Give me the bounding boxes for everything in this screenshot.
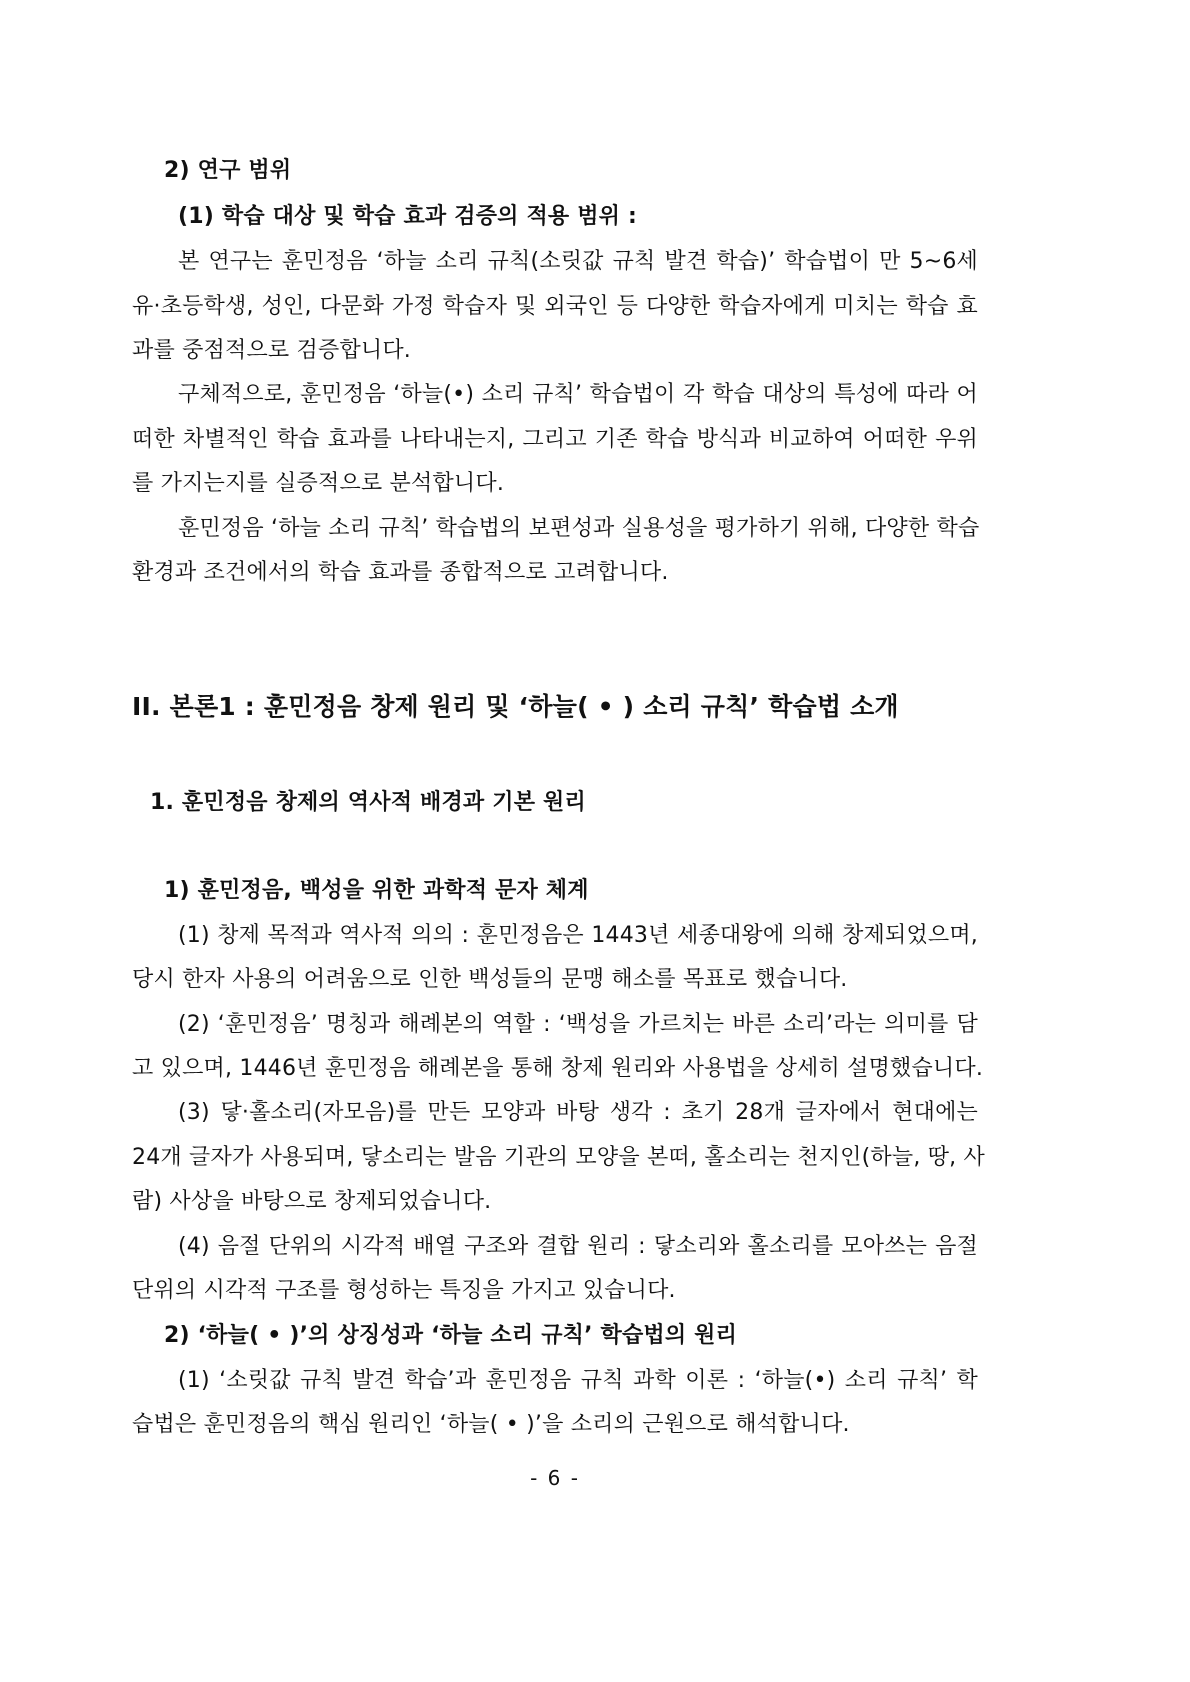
paragraph-line: 본 연구는 훈민정음 ‘하늘 소리 규칙(소릿값 규칙 발견 학습)’ 학습법이 만 5~6세 <box>178 249 978 274</box>
list-item-line: 24개 글자가 사용되며, 닿소리는 발음 기관의 모양을 본떠, 홀소리는 천지인(하늘, 땅, 사 <box>132 1145 985 1170</box>
paragraph-line: 구체적으로, 훈민정음 ‘하늘(•) 소리 규칙’ 학습법이 각 학습 대상의 특성에 따라 어 <box>178 382 978 407</box>
list-item-line: (3) 닿·홀소리(자모음)를 만든 모양과 바탕 생각 : 초기 28개 글자에서 현대에는 <box>178 1100 978 1125</box>
list-item-line: (2) ‘훈민정음’ 명칭과 해례본의 역할 : ‘백성을 가르치는 바른 소리’라는 의미를 담 <box>178 1012 978 1037</box>
list-item-line: 고 있으며, 1446년 훈민정음 해례본을 통해 창제 원리와 사용법을 상세히 설명했습니다. <box>132 1056 984 1081</box>
paragraph-line: 떠한 차별적인 학습 효과를 나타내는지, 그리고 기존 학습 방식과 비교하여 어떠한 우위 <box>132 427 978 452</box>
list-item-line: 람) 사상을 바탕으로 창제되었습니다. <box>132 1189 492 1214</box>
list-item-line: (4) 음절 단위의 시각적 배열 구조와 결합 원리 : 닿소리와 홀소리를 모아쓰는 음절 <box>178 1234 978 1259</box>
list-item-line: (1) ‘소릿값 규칙 발견 학습’과 훈민정음 규칙 과학 이론 : ‘하늘(•) 소리 규칙’ 학 <box>178 1368 978 1393</box>
paragraph-line: 환경과 조건에서의 학습 효과를 종합적으로 고려합니다. <box>132 560 669 585</box>
subsection-heading: 2) ‘하늘( • )’의 상징성과 ‘하늘 소리 규칙’ 학습법의 원리 <box>164 1323 738 1348</box>
list-item-line: 당시 한자 사용의 어려움으로 인한 백성들의 문맹 해소를 목표로 했습니다. <box>132 967 848 992</box>
section-heading: 1. 훈민정음 창제의 역사적 배경과 기본 원리 <box>150 790 586 815</box>
list-item-line: (1) 창제 목적과 역사적 의의 : 훈민정음은 1443년 세종대왕에 의해 창제되었으며, <box>178 923 978 948</box>
subsection-heading: 1) 훈민정음, 백성을 위한 과학적 문자 체계 <box>164 878 589 903</box>
paragraph-line: 를 가지는지를 실증적으로 분석합니다. <box>132 471 505 496</box>
page-number: - 6 - <box>530 1466 580 1490</box>
chapter-title: II. 본론1 : 훈민정음 창제 원리 및 ‘하늘( • ) 소리 규칙’ 학습법 소개 <box>132 692 899 721</box>
section-heading: 2) 연구 범위 <box>164 158 292 183</box>
paragraph-line: 유·초등학생, 성인, 다문화 가정 학습자 및 외국인 등 다양한 학습자에게 미치는 학습 효 <box>132 294 978 319</box>
paragraph-line: 과를 중점적으로 검증합니다. <box>132 338 412 363</box>
subsection-heading: (1) 학습 대상 및 학습 효과 검증의 적용 범위 : <box>178 204 637 229</box>
list-item-line: 습법은 훈민정음의 핵심 원리인 ‘하늘( • )’을 소리의 근원으로 해석합니다. <box>132 1412 850 1437</box>
paragraph-line: 훈민정음 ‘하늘 소리 규칙’ 학습법의 보편성과 실용성을 평가하기 위해, 다양한 학습 <box>178 516 980 541</box>
list-item-line: 단위의 시각적 구조를 형성하는 특징을 가지고 있습니다. <box>132 1278 676 1303</box>
